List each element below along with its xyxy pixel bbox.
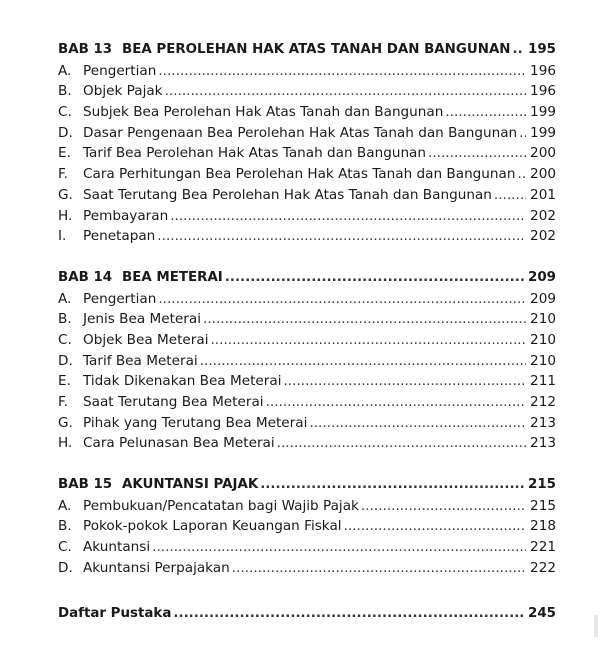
entry-letter: D.	[58, 124, 73, 141]
entry-title: Objek Pajak	[83, 83, 163, 100]
dot-leader	[428, 143, 526, 164]
entry-title: Tidak Dikenakan Bea Meterai	[83, 373, 282, 390]
page-edge-mark	[594, 615, 598, 637]
toc-entry[interactable]	[58, 61, 556, 82]
dot-leader	[494, 185, 526, 206]
entry-page: 211	[530, 373, 556, 390]
dot-leader	[260, 475, 524, 496]
entry-page: 199	[530, 124, 556, 141]
entry-letter: H.	[58, 207, 73, 224]
entry-title: Pembukuan/Pencatatan bagi Wajib Pajak	[83, 497, 359, 514]
entry-title: Cara Pelunasan Bea Meterai	[83, 435, 275, 452]
entry-letter: A.	[58, 62, 72, 79]
chapter-page: 209	[528, 269, 556, 285]
toc-entry[interactable]	[58, 309, 556, 330]
entry-page: 210	[530, 331, 556, 348]
entry-title: Subjek Bea Perolehan Hak Atas Tanah dan Bangunan	[83, 104, 444, 121]
chapter-heading[interactable]	[58, 268, 556, 289]
dot-leader	[152, 537, 526, 558]
dot-leader	[203, 309, 526, 330]
entry-title: Jenis Bea Meterai	[83, 311, 201, 328]
entry-page: 221	[530, 539, 556, 556]
entry-letter: B.	[58, 83, 72, 100]
entry-page: 202	[530, 207, 556, 224]
entry-title: Pokok-pokok Laporan Keuangan Fiskal	[83, 518, 342, 535]
entry-page: 201	[530, 186, 556, 203]
dot-leader	[200, 351, 526, 372]
dot-leader	[158, 61, 526, 82]
toc-entry[interactable]	[58, 558, 556, 579]
dot-leader	[344, 516, 527, 537]
entry-page: 222	[530, 559, 556, 576]
entry-page: 202	[530, 228, 556, 245]
entry-title: Pihak yang Terutang Bea Meterai	[83, 414, 308, 431]
entry-letter: F.	[58, 166, 68, 183]
entry-page: 210	[530, 352, 556, 369]
entry-title: Akuntansi Perpajakan	[83, 559, 230, 576]
entry-title: Cara Perhitungan Bea Perolehan Hak Atas Tanah dan Bangunan	[83, 166, 516, 183]
dot-leader	[309, 413, 526, 434]
chapter-title: AKUNTANSI PAJAK	[122, 477, 259, 493]
entry-page: 218	[530, 518, 556, 535]
toc-entry[interactable]	[58, 123, 556, 144]
entry-letter: F.	[58, 394, 68, 410]
entry-title: Pengertian	[83, 290, 157, 307]
entry-title: Saat Terutang Bea Perolehan Hak Atas Tanah dan Bangunan	[83, 186, 492, 203]
entry-letter: E.	[58, 373, 71, 390]
dot-leader	[158, 289, 526, 310]
chapter-number: BAB 14	[58, 269, 113, 285]
toc-entry[interactable]	[58, 516, 556, 537]
toc-entry[interactable]	[58, 185, 556, 206]
section-gap	[58, 247, 556, 268]
toc-entry[interactable]	[58, 537, 556, 558]
chapter-heading[interactable]	[58, 40, 556, 61]
toc-entry[interactable]	[58, 413, 556, 434]
dot-leader	[225, 268, 524, 289]
toc-entry[interactable]	[58, 351, 556, 372]
entry-letter: C.	[58, 539, 72, 556]
entry-letter: B.	[58, 518, 72, 535]
toc-entry[interactable]	[58, 371, 556, 392]
toc-entry[interactable]	[58, 102, 556, 123]
dot-leader	[210, 330, 526, 351]
entry-letter: B.	[58, 311, 72, 328]
dot-leader	[173, 604, 524, 625]
entry-letter: I.	[58, 228, 67, 245]
entry-title: Tarif Bea Meterai	[83, 352, 198, 369]
entry-page: 209	[530, 290, 556, 307]
dot-leader	[277, 433, 526, 454]
toc-entry[interactable]	[58, 206, 556, 227]
entry-letter: D.	[58, 559, 73, 576]
dot-leader	[232, 558, 526, 579]
entry-letter: G.	[58, 186, 73, 203]
chapter-page: 215	[528, 477, 556, 493]
toc-entry[interactable]	[58, 226, 556, 247]
entry-title: Pengertian	[83, 62, 157, 79]
dot-leader	[445, 102, 526, 123]
entry-title: Akuntansi	[83, 539, 151, 556]
entry-title: Saat Terutang Bea Meterai	[83, 394, 264, 410]
entry-letter: G.	[58, 414, 73, 431]
entry-letter: A.	[58, 290, 72, 307]
entry-page: 199	[530, 104, 556, 121]
dot-leader	[266, 392, 526, 413]
table-of-contents	[58, 40, 556, 624]
entry-page: 210	[530, 311, 556, 328]
entry-page: 200	[530, 166, 556, 183]
toc-entry[interactable]	[58, 164, 556, 185]
dot-leader	[157, 226, 526, 247]
toc-entry[interactable]	[58, 392, 556, 413]
chapter-number: BAB 15	[58, 477, 113, 493]
entry-letter: E.	[58, 145, 71, 162]
entry-letter: D.	[58, 352, 73, 369]
chapter-heading[interactable]	[58, 475, 556, 496]
entry-letter: A.	[58, 497, 72, 514]
dot-leader	[170, 206, 526, 227]
dot-leader	[518, 164, 527, 185]
section-gap	[58, 454, 556, 475]
entry-letter: H.	[58, 435, 73, 452]
entry-title: Pembayaran	[83, 207, 169, 224]
bibliography-page: 245	[528, 605, 556, 621]
entry-title: Dasar Pengenaan Bea Perolehan Hak Atas Tanah dan Bangunan	[83, 124, 518, 141]
toc-entry[interactable]	[58, 496, 556, 517]
dot-leader	[361, 496, 526, 517]
toc-entry[interactable]	[58, 81, 556, 102]
entry-page: 215	[530, 497, 556, 514]
entry-page: 196	[530, 62, 556, 79]
section-gap	[58, 579, 556, 604]
entry-letter: C.	[58, 331, 72, 348]
bibliography-title: Daftar Pustaka	[58, 605, 172, 621]
toc-entry[interactable]	[58, 143, 556, 164]
entry-page: 213	[530, 435, 556, 452]
toc-entry[interactable]	[58, 289, 556, 310]
entry-page: 196	[530, 83, 556, 100]
entry-letter: C.	[58, 104, 72, 121]
toc-entry[interactable]	[58, 330, 556, 351]
entry-page: 200	[530, 145, 556, 162]
chapter-page: 195	[528, 42, 556, 57]
entry-title: Tarif Bea Perolehan Hak Atas Tanah dan Bangunan	[83, 145, 427, 162]
dot-leader	[283, 371, 526, 392]
entry-page: 212	[530, 394, 556, 410]
bibliography-entry[interactable]	[58, 604, 556, 625]
chapter-number: BAB 13	[58, 42, 113, 57]
entry-title: Objek Bea Meterai	[83, 331, 209, 348]
chapter-title: BEA PEROLEHAN HAK ATAS TANAH DAN BANGUNAN	[122, 42, 511, 57]
dot-leader	[513, 40, 525, 61]
entry-title: Penetapan	[83, 228, 156, 245]
entry-page: 213	[530, 414, 556, 431]
dot-leader	[165, 81, 526, 102]
chapter-title: BEA METERAI	[122, 269, 223, 285]
dot-leader	[519, 123, 526, 144]
toc-entry[interactable]	[58, 433, 556, 454]
